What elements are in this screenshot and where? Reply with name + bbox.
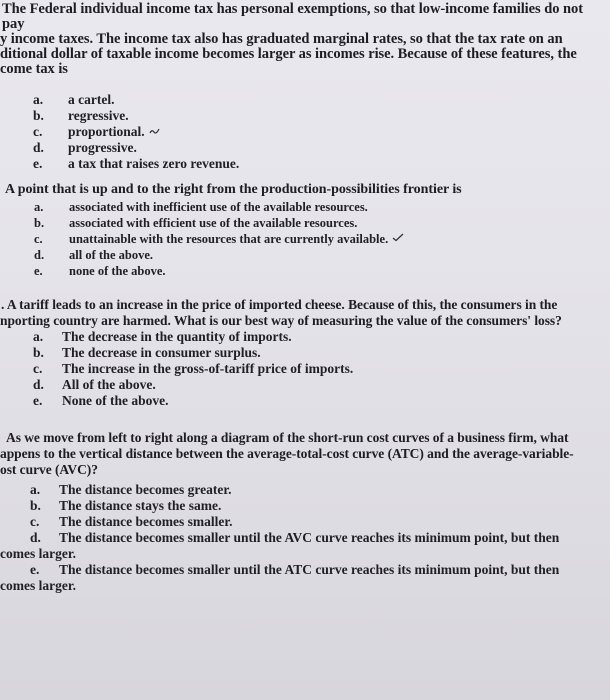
option-text: a cartel.: [68, 92, 115, 107]
option-d[interactable]: [0, 530, 600, 546]
option-e-continuation: comes larger.: [0, 578, 76, 593]
question-4-stem: [0, 430, 600, 478]
option-letter: a.: [30, 482, 41, 497]
option-letter: c.: [30, 514, 40, 529]
option-letter: b.: [33, 108, 44, 123]
option-a[interactable]: [0, 329, 600, 345]
option-text: All of the above.: [62, 377, 156, 392]
option-c[interactable]: [0, 361, 600, 377]
option-text: The distance becomes smaller until the AVC curve reaches its minimum point, but then: [59, 530, 560, 545]
option-b[interactable]: [0, 215, 600, 231]
option-letter: d.: [33, 377, 44, 392]
option-letter: a.: [33, 92, 44, 107]
option-letter: e.: [33, 393, 43, 408]
option-b[interactable]: [0, 345, 600, 361]
option-e[interactable]: [0, 156, 600, 172]
stem-line: appens to the vertical distance between the average-total-cost curve (ATC) and the average-variable-: [0, 446, 574, 461]
option-letter: d.: [33, 140, 44, 155]
question-3: [0, 297, 600, 409]
option-b[interactable]: [0, 498, 600, 514]
option-letter: b.: [30, 498, 41, 513]
question-2: [0, 183, 600, 279]
option-d-continuation: comes larger.: [0, 546, 76, 561]
option-c[interactable]: [0, 514, 600, 530]
option-text: The distance becomes greater.: [59, 482, 232, 497]
stem-line: . A tariff leads to an increase in the price of imported cheese. Because of this, the consumers in the: [1, 297, 558, 312]
option-a[interactable]: [0, 482, 600, 498]
question-3-stem: [0, 297, 600, 329]
option-text: The distance becomes smaller until the ATC curve reaches its minimum point, but then: [59, 562, 560, 577]
option-text: a tax that raises zero revenue.: [68, 156, 240, 171]
option-text: The decrease in consumer surplus.: [62, 345, 261, 360]
option-d[interactable]: [0, 247, 600, 263]
option-text: The decrease in the quantity of imports.: [62, 329, 292, 344]
question-4: [0, 430, 600, 594]
option-text: None of the above.: [62, 393, 169, 408]
option-text-value: proportional.: [68, 124, 145, 139]
option-text: all of the above.: [69, 247, 154, 262]
option-text: The distance becomes smaller.: [59, 514, 233, 529]
option-text: associated with inefficient use of the available resources.: [69, 199, 368, 214]
question-1-stem: [0, 2, 600, 77]
option-letter: b.: [33, 345, 44, 360]
option-letter: c.: [33, 124, 43, 139]
option-text: The distance stays the same.: [59, 498, 222, 513]
option-letter: e.: [30, 562, 40, 577]
option-text: progressive.: [68, 140, 137, 155]
question-1: [0, 2, 600, 172]
option-letter: a.: [33, 329, 44, 344]
option-c[interactable]: [0, 124, 600, 140]
option-letter: c.: [33, 361, 43, 376]
option-letter: d.: [34, 247, 45, 262]
option-text: regressive.: [68, 108, 129, 123]
option-letter: b.: [34, 215, 45, 230]
option-text: none of the above.: [69, 263, 166, 278]
option-text: [69, 231, 404, 247]
option-letter: c.: [34, 231, 43, 246]
stem-line: nporting country are harmed. What is our best way of measuring the value of the consumers' loss?: [0, 313, 562, 328]
check-mark-icon: [392, 231, 404, 247]
option-d[interactable]: [0, 377, 600, 393]
option-letter: e.: [34, 263, 43, 278]
question-2-stem: [0, 183, 600, 198]
stem-line: The Federal individual income tax has personal exemptions, so that low-income families do not pay: [2, 1, 583, 32]
stem-line: come tax is: [0, 61, 68, 77]
option-b[interactable]: [0, 108, 600, 124]
option-e[interactable]: [0, 263, 600, 279]
option-a[interactable]: [0, 92, 600, 108]
option-text: The increase in the gross-of-tariff price of imports.: [62, 361, 354, 376]
option-text: [68, 124, 161, 140]
option-d[interactable]: [0, 140, 600, 156]
stem-line: A point that is up and to the right from the production-possibilities frontier is: [5, 182, 462, 197]
option-letter: e.: [33, 156, 43, 171]
stem-line: ditional dollar of taxable income becomes larger as incomes rise. Because of these features, the: [0, 46, 577, 62]
stem-line: ost curve (AVC)?: [0, 462, 98, 477]
option-letter: a.: [34, 199, 44, 214]
option-e[interactable]: [0, 393, 600, 409]
pen-mark-icon: [149, 124, 161, 140]
option-e[interactable]: [0, 562, 600, 578]
stem-line: As we move from left to right along a diagram of the short-run cost curves of a business firm, what: [6, 430, 569, 445]
stem-line: y income taxes. The income tax also has graduated marginal rates, so that the tax rate on an: [0, 31, 563, 47]
option-a[interactable]: [0, 199, 600, 215]
option-text-value: unattainable with the resources that are currently available.: [69, 231, 389, 246]
option-text: associated with efficient use of the available resources.: [69, 215, 358, 230]
option-c[interactable]: [0, 231, 600, 247]
option-letter: d.: [30, 530, 41, 545]
